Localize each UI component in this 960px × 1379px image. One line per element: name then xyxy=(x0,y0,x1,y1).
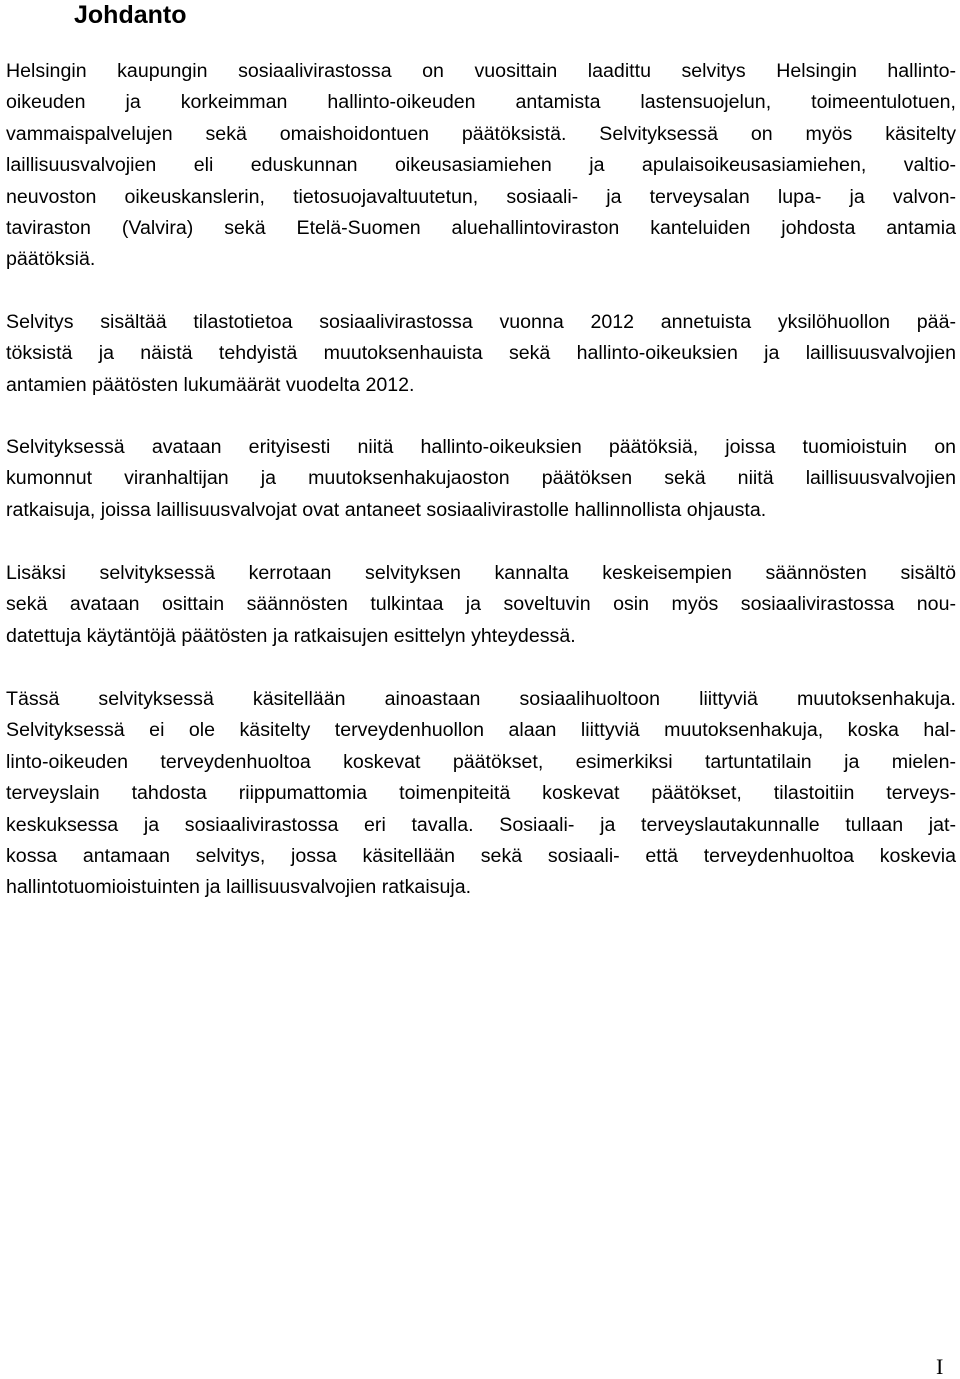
paragraph-intro xyxy=(6,56,956,276)
text-line: vammaispalvelujen sekä omaishoidontuen päätöksistä. Selvityksessä on myös käsitelty xyxy=(6,122,956,145)
text-line: Helsingin kaupungin sosiaalivirastossa on vuosittain laadittu selvitys Helsingin hallinto- xyxy=(6,60,956,82)
page-title: Johdanto xyxy=(74,1,187,29)
text-line: Tässä selvityksessä käsitellään ainoastaan sosiaalihuoltoon liittyviä muutoksenhakuja. xyxy=(6,688,956,710)
text-line: linto-oikeuden terveydenhuoltoa koskevat päätökset, esimerkiksi tartuntatilain ja mielen- xyxy=(6,750,956,773)
text-line: Selvityksessä avataan erityisesti niitä hallinto-oikeuksien päätöksiä, joissa tuomioistuin on xyxy=(6,436,956,458)
paragraph-decisions xyxy=(6,432,956,526)
paragraph-regulations xyxy=(6,558,956,652)
text-line: kossa antamaan selvitys, jossa käsitellään sekä sosiaali- että terveydenhuoltoa koskevia xyxy=(6,844,956,867)
paragraph-statistics xyxy=(6,307,956,401)
text-line: Selvityksessä ei ole käsitelty terveydenhuollon alaan liittyviä muutoksenhakuja, koska hal- xyxy=(6,719,956,742)
text-line: Selvitys sisältää tilastotietoa sosiaalivirastossa vuonna 2012 annetuista yksilöhuollon pää- xyxy=(6,311,956,333)
text-line: päätöksiä. xyxy=(6,248,96,271)
text-line: neuvoston oikeuskanslerin, tietosuojavaltuutetun, sosiaali- ja terveysalan lupa- ja valvon- xyxy=(6,185,956,208)
text-line: kumonnut viranhaltijan ja muutoksenhakujaoston päätöksen sekä niitä laillisuusvalvojien xyxy=(6,467,956,490)
text-line: töksistä ja näistä tehdyistä muutoksenhauista sekä hallinto-oikeuksien ja laillisuusvalvojien xyxy=(6,342,956,365)
text-line: laillisuusvalvojien eli eduskunnan oikeusasiamiehen ja apulaisoikeusasiamiehen, valtio- xyxy=(6,154,956,177)
page-number: I xyxy=(936,1354,944,1379)
paragraph-scope xyxy=(6,684,956,904)
text-line: hallintotuomioistuinten ja laillisuusvalvojien ratkaisuja. xyxy=(6,876,472,899)
text-line: sekä avataan osittain säännösten tulkintaa ja soveltuvin osin myös sosiaalivirastossa nou- xyxy=(6,593,956,616)
text-line: datettuja käytäntöjä päätösten ja ratkaisujen esittelyn yhteydessä. xyxy=(6,624,576,647)
text-line: antamien päätösten lukumäärät vuodelta 2012. xyxy=(6,373,415,396)
text-line: Lisäksi selvityksessä kerrotaan selvityksen kannalta keskeisempien säännösten sisältö xyxy=(6,562,956,584)
text-line: terveyslain tahdosta riippumattomia toimenpiteitä koskevat päätökset, tilastoitiin terveys- xyxy=(6,782,956,805)
text-line: oikeuden ja korkeimman hallinto-oikeuden antamista lastensuojelun, toimeentulotuen, xyxy=(6,91,956,114)
text-line: ratkaisuja, joissa laillisuusvalvojat ovat antaneet sosiaalivirastolle hallinnollista ohjausta. xyxy=(6,498,767,521)
text-line: keskuksessa ja sosiaalivirastossa eri tavalla. Sosiaali- ja terveyslautakunnalle tullaan jat- xyxy=(6,813,956,836)
text-line: taviraston (Valvira) sekä Etelä-Suomen aluehallintoviraston kanteluiden johdosta antamia xyxy=(6,216,956,239)
